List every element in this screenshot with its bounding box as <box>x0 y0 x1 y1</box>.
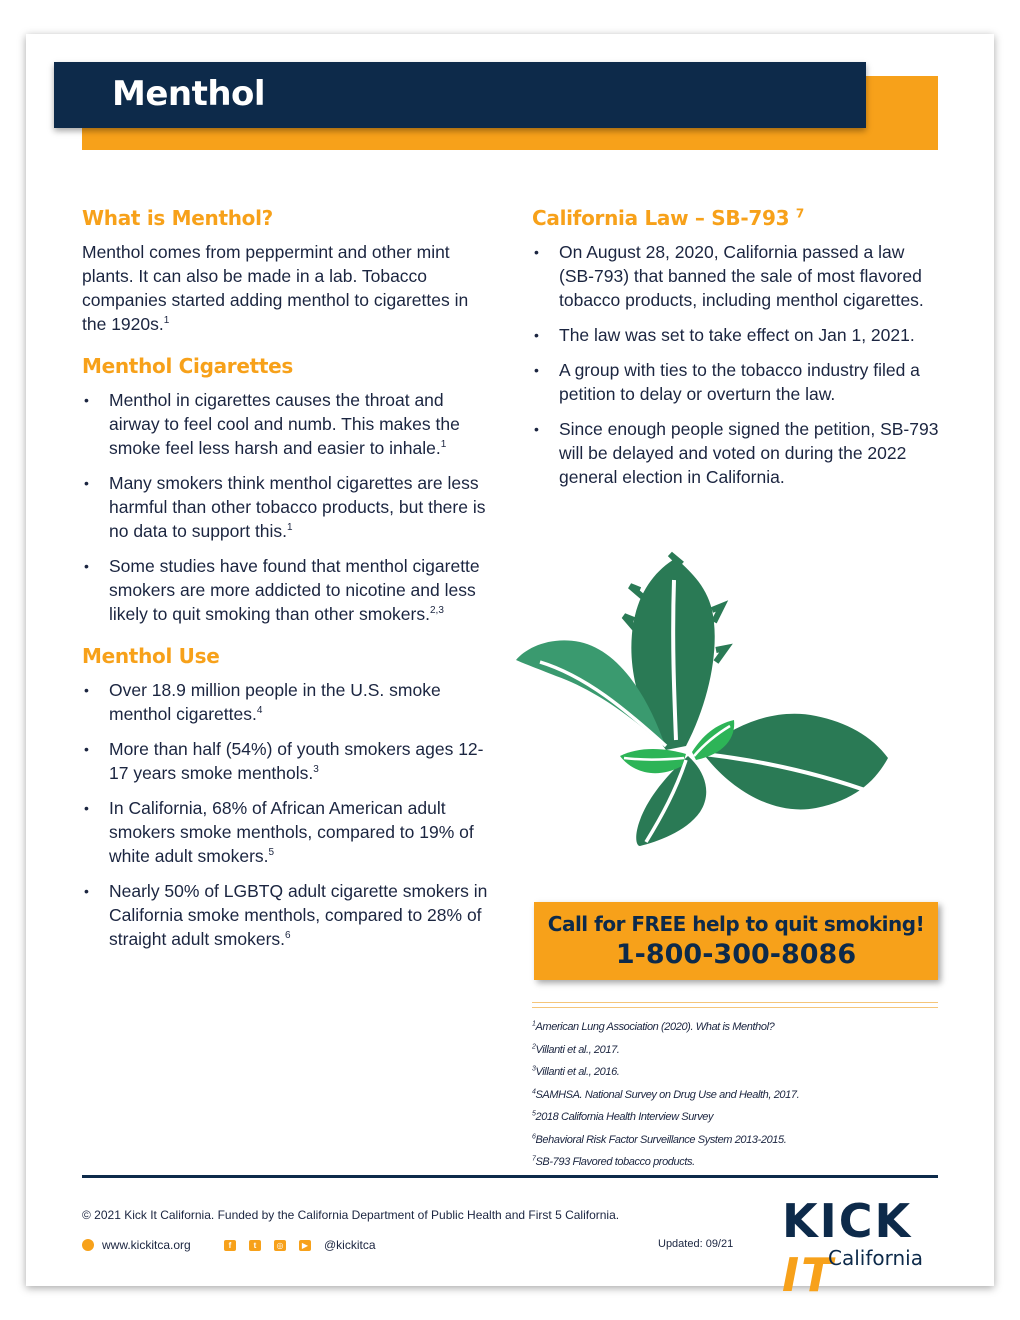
phone-number[interactable]: 1-800-300-8086 <box>615 939 857 970</box>
instagram-icon[interactable]: ◎ <box>274 1240 286 1251</box>
reference-item: $^3$Villanti et al., 2016. <box>532 1065 620 1078</box>
reference-item: $^2$Villanti et al., 2017. <box>532 1042 620 1056</box>
what-is-heading: What is Menthol? <box>82 206 273 230</box>
list-item: • The law was set to take effect on Jan 1, 2021. <box>532 323 944 347</box>
list-item: • In California, 68% of African American adult smokers smoke menthols, compared to 19% of white adult smokers.$^5$ <box>82 796 492 868</box>
list-item: • A group with ties to the tobacco industry filed a petition to delay or overturn the law. <box>532 358 944 406</box>
cigarettes-heading: Menthol Cigarettes <box>82 354 294 378</box>
logo-state: California <box>828 1246 923 1270</box>
list-item: • More than half (54%) of youth smokers ages 12-17 years smoke menthols.$^3$ <box>82 737 492 785</box>
references-divider <box>532 1002 938 1008</box>
reference-item: $^5$2018 California Health Interview Survey <box>532 1110 714 1123</box>
kick-it-logo <box>782 1194 942 1302</box>
website <box>82 1238 191 1252</box>
list-item: • Some studies have found that menthol cigarette smokers are more addicted to nicotine and less likely to quit smoking than other smokers.$^{2,3}$ <box>82 554 492 626</box>
social-links <box>224 1238 376 1252</box>
logo-wordmark: KICK IT <box>782 1194 913 1302</box>
list-item: • On August 28, 2020, California passed a law (SB-793) that banned the sale of most flavored tobacco products, including menthol cigarettes. <box>532 240 944 312</box>
list-item: • Many smokers think menthol cigarettes are less harmful than other tobacco products, but there is no data to support this.$^1$ <box>82 471 492 543</box>
cta-text: Call for FREE help to quit smoking! <box>547 912 925 936</box>
law-heading: California Law – SB-793 $^7$ <box>532 206 804 230</box>
web-icon <box>82 1239 94 1251</box>
page-title: Menthol <box>112 74 266 114</box>
twitter-icon[interactable]: t <box>249 1240 261 1251</box>
mint-leaves-illustration <box>516 550 888 846</box>
title-banner <box>54 62 866 128</box>
copyright-text: © 2021 Kick It California. Funded by the California Department of Public Health and First 5 California. <box>82 1208 620 1222</box>
youtube-icon[interactable]: ▶ <box>299 1240 311 1251</box>
list-item: • Nearly 50% of LGBTQ adult cigarette smokers in California smoke menthols, compared to 28% of straight adult smokers.$^6$ <box>82 879 492 951</box>
facebook-icon[interactable]: f <box>224 1240 236 1251</box>
flyer-page <box>26 34 994 1302</box>
law-list <box>532 240 944 489</box>
use-heading: Menthol Use <box>82 644 220 668</box>
quit-help-callout <box>534 902 938 980</box>
use-list <box>82 678 492 951</box>
references-list <box>532 1016 938 1174</box>
what-is-text: Menthol comes from peppermint and other mint plants. It can also be made in a lab. Tobacco companies started adding menthol to cigarettes in the 1920s.$^1$ <box>82 242 469 334</box>
right-column <box>532 206 944 507</box>
footer-divider <box>82 1175 938 1178</box>
reference-item: $^1$American Lung Association (2020). What is Menthol? <box>532 1020 775 1033</box>
reference-item: $^4$SAMHSA. National Survey on Drug Use and Health, 2017. <box>532 1087 800 1101</box>
reference-item: $^7$SB-793 Flavored tobacco products. <box>532 1155 695 1168</box>
social-handle[interactable]: @kickitca <box>324 1238 376 1252</box>
reference-item: $^6$Behavioral Risk Factor Surveillance System 2013-2015. <box>532 1132 787 1146</box>
list-item: • Since enough people signed the petition, SB-793 will be delayed and voted on during the 2022 general election in California. <box>532 417 944 489</box>
list-item: • Over 18.9 million people in the U.S. smoke menthol cigarettes.$^4$ <box>82 678 492 726</box>
list-item: • Menthol in cigarettes causes the throat and airway to feel cool and numb. This makes the smoke feel less harsh and easier to inhale.$^1$ <box>82 388 492 460</box>
website-link[interactable]: www.kickitca.org <box>102 1238 191 1252</box>
cigarettes-list <box>82 388 492 626</box>
updated-date: Updated: 09/21 <box>658 1238 734 1250</box>
left-column <box>82 206 492 969</box>
